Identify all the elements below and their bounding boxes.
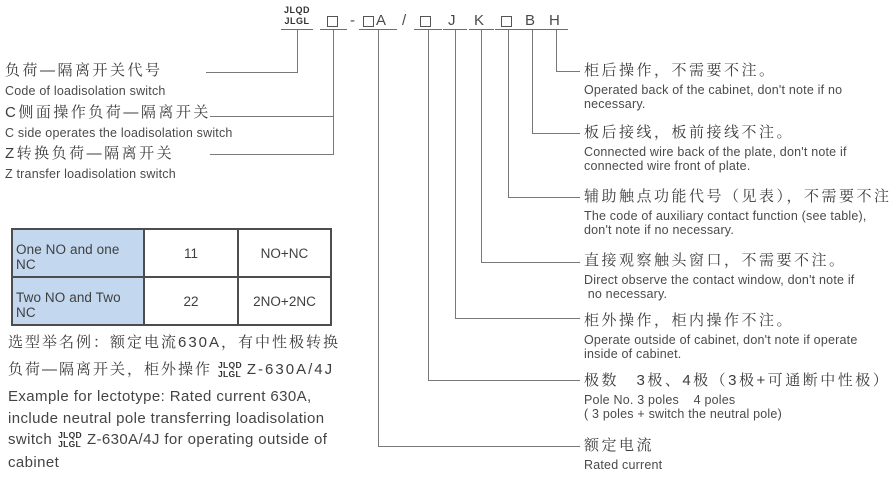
label-back-wiring <box>584 124 892 173</box>
example-en-line3-pre: switch <box>8 431 53 448</box>
connector-line <box>508 30 509 197</box>
placeholder-box-current <box>363 16 374 27</box>
label-c-side-operate <box>5 104 275 140</box>
label-pole-number-cn: 极数 3极、4极（3极+可通断中性极） <box>584 372 891 389</box>
example-cn-line2-post: Z-630A/4J <box>246 361 335 378</box>
label-switch-code-en: Code of loadisolation switch <box>5 84 166 98</box>
label-back-wiring-cn: 板后接线，板前接线不注。 <box>584 124 795 141</box>
label-rated-current <box>584 437 892 472</box>
label-back-wiring-en1: Connected wire back of the plate, don't note if <box>584 145 847 159</box>
table-row <box>12 229 331 277</box>
stack-top: JLQD <box>218 360 242 370</box>
label-z-transfer-en: Z transfer loadisolation switch <box>5 167 176 181</box>
label-c-side-operate-cn: C侧面操作负荷—隔离开关 <box>5 104 211 121</box>
placeholder-box-poles <box>420 16 431 27</box>
table-cell-label: One NO and one NC <box>12 229 144 277</box>
connector-line <box>455 318 580 319</box>
connector-line <box>481 30 482 262</box>
placeholder-box-aux <box>501 16 512 27</box>
label-back-operation-en1: Operated back of the cabinet, don't note if no <box>584 83 843 97</box>
label-z-transfer-cn: Z转换负荷—隔离开关 <box>5 145 175 162</box>
code-prefix-bottom: JLGL <box>284 16 310 26</box>
stack-bottom: JLGL <box>218 369 241 379</box>
label-outside-operation-en2: inside of cabinet. <box>584 347 682 361</box>
stack-bottom: JLGL <box>58 439 82 449</box>
label-switch-code <box>5 62 275 98</box>
label-contact-window-en2: no necessary. <box>584 287 668 301</box>
connector-line <box>556 30 557 71</box>
label-z-transfer <box>5 145 275 181</box>
code-prefix-top: JLQD <box>283 5 310 15</box>
table-cell-contacts: 2NO+2NC <box>238 277 331 325</box>
connector-line <box>428 380 580 381</box>
label-contact-window-en1: Direct observe the contact window, don't note if <box>584 273 855 287</box>
connector-line <box>378 30 379 447</box>
example-en-line4: cabinet <box>8 454 60 471</box>
label-back-wiring-en2: connected wire front of plate. <box>584 159 751 173</box>
table-cell-label: Two NO and Two NC <box>12 277 144 325</box>
code-prefix <box>281 5 313 27</box>
code-dash: - <box>350 12 356 29</box>
code-slash: / <box>402 12 408 29</box>
example-en-line1: Example for lectotype: Rated current 630A, <box>8 388 312 405</box>
code-letter-j: J <box>448 12 457 29</box>
label-aux-contact-code-en2: don't note if no necessary. <box>584 223 735 237</box>
model-prefix-stack <box>218 361 242 379</box>
table-row <box>12 277 331 325</box>
connector-line <box>508 197 580 198</box>
table-cell-code: 22 <box>144 277 238 325</box>
label-contact-window <box>584 252 892 301</box>
label-rated-current-en1: Rated current <box>584 458 663 472</box>
example-cn-line1: 选型举名例：额定电流630A，有中性极转换 <box>8 334 341 351</box>
connector-line <box>455 30 456 318</box>
code-letter-b: B <box>525 12 537 29</box>
connector-line <box>481 262 580 263</box>
connector-line <box>297 30 298 72</box>
label-aux-contact-code-cn: 辅助触点功能代号（见表），不需要不注 <box>584 188 892 205</box>
example-cn-line2-pre: 负荷—隔离开关，柜外操作 <box>8 361 213 378</box>
label-rated-current-cn: 额定电流 <box>584 437 655 454</box>
placeholder-box-series <box>327 16 338 27</box>
label-outside-operation <box>584 312 892 361</box>
label-pole-number <box>584 372 892 421</box>
code-letter-a: A <box>376 12 388 29</box>
label-back-operation <box>584 62 892 111</box>
label-back-operation-en2: necessary. <box>584 97 646 111</box>
label-switch-code-cn: 负荷—隔离开关代号 <box>5 62 163 79</box>
connector-line <box>428 30 429 380</box>
connector-line <box>532 30 533 133</box>
label-c-side-operate-en: C side operates the loadisolation switch <box>5 126 233 140</box>
label-contact-window-cn: 直接观察触头窗口，不需要不注。 <box>584 252 847 269</box>
label-back-operation-cn: 柜后操作，不需要不注。 <box>584 62 777 79</box>
example-cn-line2 <box>8 358 334 379</box>
example-en-line3-post: Z-630A/4J for operating outside of <box>86 431 328 448</box>
table-cell-contacts: NO+NC <box>238 229 331 277</box>
model-prefix-stack <box>58 431 82 449</box>
label-aux-contact-code <box>584 188 892 237</box>
table-cell-code: 11 <box>144 229 238 277</box>
connector-line <box>333 30 334 154</box>
example-en-line3 <box>8 431 327 449</box>
code-letter-h: H <box>549 12 561 29</box>
label-outside-operation-cn: 柜外操作，柜内操作不注。 <box>584 312 795 329</box>
connector-line <box>532 133 580 134</box>
connector-line <box>378 446 580 447</box>
label-aux-contact-code-en1: The code of auxiliary contact function (see table), <box>584 209 867 223</box>
aux-contact-table <box>11 228 332 326</box>
connector-line <box>556 71 580 72</box>
label-pole-number-en2: ( 3 poles + switch the neutral pole) <box>584 407 782 421</box>
code-letter-k: K <box>474 12 486 29</box>
stack-top: JLQD <box>58 430 82 440</box>
example-en-line2: include neutral pole transferring loadisolation <box>8 410 325 427</box>
label-pole-number-en1: Pole No. 3 poles 4 poles <box>584 393 736 407</box>
label-outside-operation-en1: Operate outside of cabinet, don't note if operate <box>584 333 858 347</box>
